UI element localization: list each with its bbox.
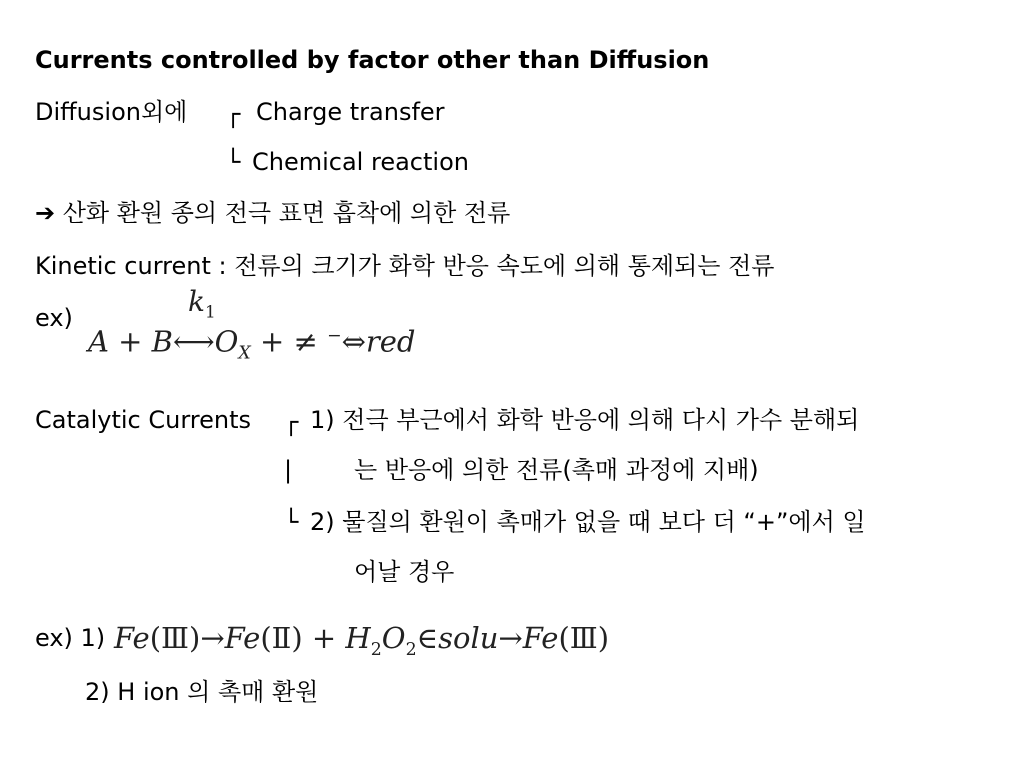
- bracket-top-catalytic: ┌: [284, 408, 299, 436]
- catalytic-item-2-line-2: 어날 경우: [354, 558, 455, 586]
- catalytic-item-1-line-2: 는 반응에 의한 전류(촉매 과정에 지배): [354, 456, 759, 484]
- right-arrow-icon: ➔: [35, 199, 56, 227]
- diffusion-item-chemical-reaction: Chemical reaction: [252, 148, 469, 176]
- diffusion-item-charge-transfer: Charge transfer: [256, 98, 445, 126]
- arrow-line: [35, 197, 510, 229]
- iron-reaction-equation: Fe(Ⅲ)→Fe(Ⅱ) + $H_2O_2\in solu\to Fe(Ⅲ)$: [114, 621, 610, 660]
- catalytic-item-1-line-1: 1) 전극 부근에서 화학 반응에 의해 다시 가수 분해되: [310, 406, 860, 434]
- page-title: Currents controlled by factor other than Diffusion: [35, 46, 710, 74]
- example-2-label: ex) 1): [35, 624, 106, 652]
- catalytic-item-2-line-1: 2) 물질의 환원이 촉매가 없을 때 보다 더 “+”에서 일: [310, 508, 866, 536]
- bracket-bottom-catalytic: └: [284, 508, 299, 536]
- example-1-label: ex): [35, 304, 73, 332]
- diffusion-label: Diffusion외에: [35, 98, 188, 126]
- kinetic-current-definition: Kinetic current : 전류의 크기가 화학 반응 속도에 의해 통제되는 전류: [35, 252, 775, 280]
- example-2-item-2: 2) H ion 의 촉매 환원: [85, 678, 319, 706]
- catalytic-label: Catalytic Currents: [35, 406, 251, 434]
- bracket-middle: |: [284, 456, 293, 484]
- reaction-equation: $A + B⟷O_X$ + ≠ −⇔red: [88, 324, 416, 364]
- bracket-top: ┌: [226, 100, 241, 128]
- bracket-bottom: └: [226, 148, 241, 176]
- rate-constant: $k_1$: [188, 285, 216, 322]
- arrow-line-text: 산화 환원 종의 전극 표면 흡착에 의한 전류: [62, 199, 511, 227]
